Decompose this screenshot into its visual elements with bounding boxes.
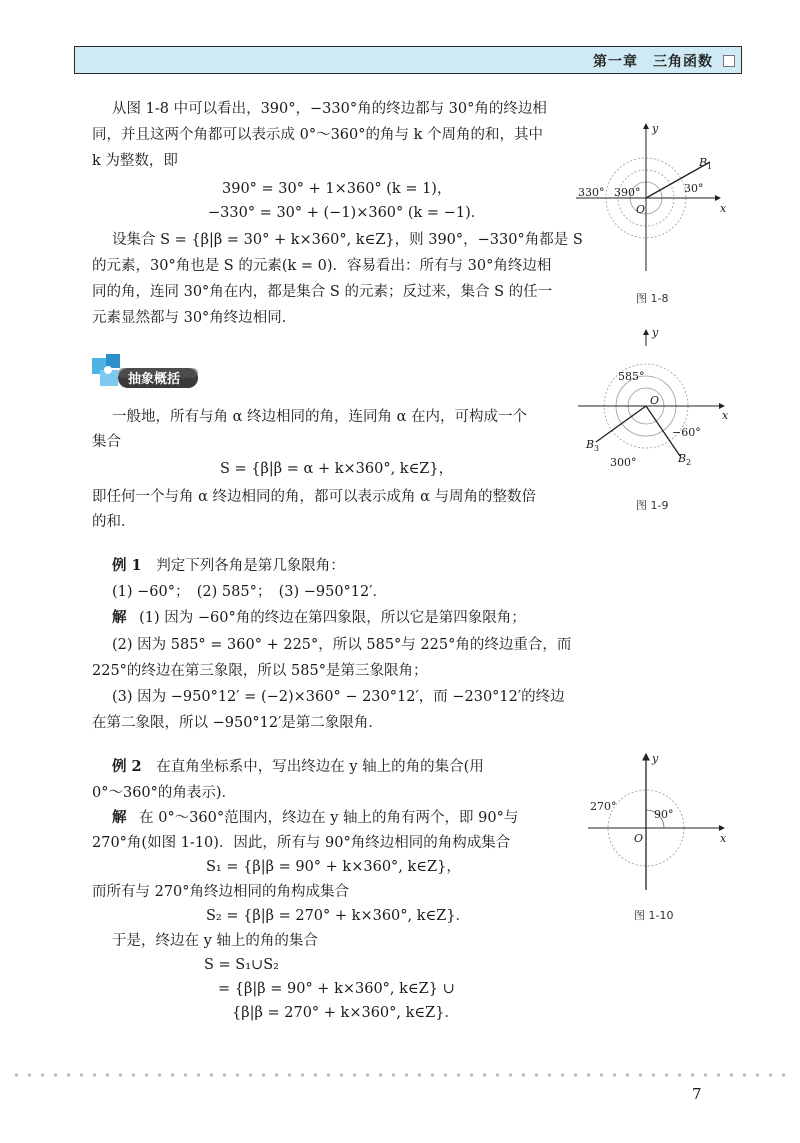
figure-1-10-caption: 图 1-10 [634,909,674,922]
example1-items: (1) −60°； (2) 585°； (3) −950°12′． [112,584,388,600]
figure-1-9-caption: 图 1-9 [636,499,669,512]
example2-union-line2: = {β|β = 90° + k×360°, k∈Z} ∪ [218,981,455,997]
abstract-line3: 即任何一个与角 α 终边相同的角，都可以表示成角 α 与周角的整数倍 [92,489,537,505]
equation-390: 390° = 30° + 1×360° (k = 1)， [222,181,452,197]
example1-label: 例 1 [112,557,142,574]
abstract-line4: 的和． [92,514,136,530]
svg-text:x: x [720,832,727,845]
figure-1-8-caption: 图 1-8 [636,292,669,305]
svg-text:O: O [650,394,660,407]
figure-1-10 [584,748,744,893]
example2-solution-b: 270°角(如图 1-10)．因此，所有与 90°角终边相同的角构成集合 [92,835,511,851]
example1-solution-2a: (2) 因为 585° = 360° + 225°，所以 585°与 225°角的终边重合，而 [112,637,572,653]
abstract-tag [90,352,202,392]
example1-title-text: 判定下列各角是第几象限角： [156,558,345,574]
example2-title [112,757,484,777]
svg-text:270°: 270° [590,800,617,813]
svg-text:B: B [699,156,708,169]
para1-line2: 同，并且这两个角都可以表示成 0°～360°的角与 k 个周角的和，其中 [92,127,544,143]
example2-title-text: 在直角坐标系中，写出终边在 y 轴上的角的集合(用 [156,759,484,775]
svg-text:−60°: −60° [672,426,701,439]
svg-text:30°: 30° [684,182,704,195]
puzzle-icon [92,354,120,386]
svg-text:585°: 585° [618,370,645,383]
svg-text:1: 1 [707,162,713,171]
svg-text:330°: 330° [578,186,605,199]
svg-text:y: y [652,326,659,339]
para1-line3: k 为整数，即 [92,153,178,169]
header-square-icon [723,55,735,67]
svg-text:y: y [652,122,659,135]
example2-sol-a-text: 在 0°～360°范围内，终边在 y 轴上的角有两个，即 90°与 [139,810,519,826]
svg-text:O: O [634,832,644,845]
para2-line4: 元素显然都与 30°角终边相同． [92,310,297,326]
example1-sol1-text: (1) 因为 −60°角的终边在第四象限，所以它是第四象限角； [139,610,526,626]
abstract-line2: 集合 [92,434,121,450]
svg-text:90°: 90° [654,808,674,821]
example2-union-line3: {β|β = 270° + k×360°, k∈Z}． [232,1005,459,1021]
example1-solution-3b: 在第二象限，所以 −950°12′是第二象限角． [92,715,383,731]
abstract-formula: S = {β|β = α + k×360°, k∈Z}， [220,461,454,477]
svg-text:390°: 390° [614,186,641,199]
para2-line1: 设集合 S = {β|β = 30° + k×360°, k∈Z}，则 390°，−330°角都是 S [112,232,583,248]
example2-set-s2: S₂ = {β|β = 270° + k×360°, k∈Z}． [206,908,471,924]
page-number: 7 [692,1085,702,1103]
abstract-tag-label: 抽象概括 [128,372,181,387]
figure-1-9 [574,326,744,476]
example2-title-line2: 0°～360°的角表示)． [92,785,237,801]
svg-text:300°: 300° [610,456,637,469]
figure-1-8 [570,116,740,274]
para2-line2: 的元素，30°角也是 S 的元素(k = 0)．容易看出：所有与 30°角终边相 [92,258,552,274]
example2-set-s1: S₁ = {β|β = 90° + k×360°, k∈Z}， [206,859,461,875]
svg-text:B: B [678,452,687,465]
example2-solution-c: 而所有与 270°角终边相同的角构成集合 [92,884,350,900]
chapter-header-bar [74,46,742,74]
example1-solution-2b: 225°的终边在第三象限，所以 585°是第三象限角； [92,663,428,679]
svg-text:x: x [722,409,729,422]
example2-union-line1: S = S₁∪S₂ [204,957,279,973]
svg-text:2: 2 [686,458,692,467]
example1-title [112,556,345,576]
example1-solution-3a: (3) 因为 −950°12′ = (−2)×360° − 230°12′，而 −230°12′的终边 [112,689,565,705]
svg-text:O: O [636,203,646,216]
example2-sol-label: 解 [112,809,127,826]
para2-line3: 同的角，连同 30°角在内，都是集合 S 的元素；反过来，集合 S 的任一 [92,284,553,300]
equation-minus330: −330° = 30° + (−1)×360° (k = −1)． [208,205,486,221]
example1-sol-label: 解 [112,609,127,626]
svg-text:y: y [652,752,659,765]
svg-text:B: B [586,438,595,451]
svg-text:x: x [720,202,727,215]
abstract-line1: 一般地，所有与角 α 终边相同的角，连同角 α 在内，可构成一个 [112,409,528,425]
chapter-title: 第一章 三角函数 [593,54,713,70]
example2-solution-a [112,808,518,828]
svg-text:3: 3 [594,444,600,453]
example1-solution-1 [112,608,526,628]
example2-solution-d: 于是，终边在 y 轴上的角的集合 [112,933,318,949]
footer-dotted-divider [10,1073,790,1077]
example2-label: 例 2 [112,758,142,775]
para1-line1: 从图 1-8 中可以看出，390°，−330°角的终边都与 30°角的终边相 [112,101,547,117]
